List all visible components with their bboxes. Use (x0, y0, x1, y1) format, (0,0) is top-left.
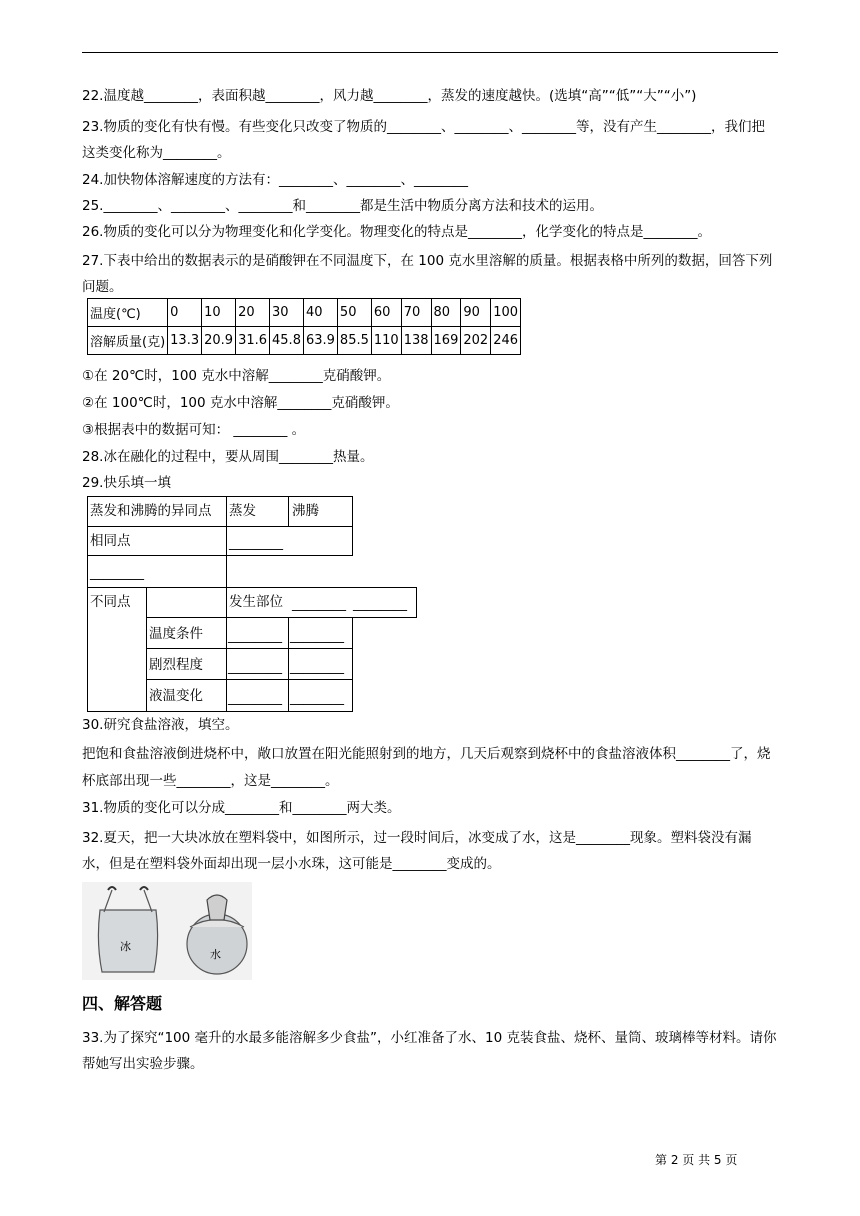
table-cell: 13.3 (168, 327, 202, 355)
table-cell: 85.5 (337, 327, 371, 355)
intensity-label: 剧烈程度 (149, 657, 203, 673)
question-27-1: ①在 20℃时，100 克水中溶解________克硝酸钾。 (82, 368, 391, 384)
table-cell: 10 (202, 299, 236, 327)
table-cell: 50 (337, 299, 371, 327)
table-border (226, 648, 353, 649)
table-cell: 80 (431, 299, 461, 327)
answer-blank: ________ (90, 565, 144, 581)
question-30: 30.研究食盐溶液，填空。 (82, 717, 239, 733)
different-point-label: 不同点 (90, 594, 131, 610)
table-cell: 20 (236, 299, 270, 327)
table-cell: 63.9 (303, 327, 337, 355)
table-cell: 202 (461, 327, 491, 355)
water-label: 水 (210, 948, 221, 961)
answer-blank: ________ (290, 690, 344, 706)
solubility-table (87, 298, 521, 355)
answer-blank: ________ (292, 596, 346, 612)
table-row (88, 299, 521, 327)
liquid-temp-label: 液温变化 (149, 688, 203, 704)
question-33: 33.为了探究“100 毫升的水最多能溶解多少食盐”，小红准备了水、10 克装食盐、烧杯、量筒、玻璃棒等材料。请你帮她写出实验步骤。 (82, 1030, 777, 1072)
table-cell (146, 587, 227, 618)
hand-icon (207, 895, 227, 920)
question-22: 22.温度越________，表面积越________，风力越________，蒸发的速度越快。(选填“高”“低”“大”“小”) (82, 88, 697, 104)
page-number: 第 2 页 共 5 页 (655, 1153, 738, 1167)
answer-blank: ________ (290, 628, 344, 644)
question-32: 32.夏天，把一大块冰放在塑料袋中，如图所示，过一段时间后，冰变成了水，这是________现象。塑料袋没有漏水，但是在塑料袋外面却出现一层小水珠，这可能是________变成的。 (82, 830, 752, 872)
table-row (88, 327, 521, 355)
table-cell: 138 (401, 327, 431, 355)
table-cell: 70 (401, 299, 431, 327)
answer-blank: ________ (353, 596, 407, 612)
header-rule (82, 52, 778, 53)
location-label: 发生部位 (229, 594, 283, 610)
question-29: 29.快乐填一填 (82, 475, 171, 491)
question-28: 28.冰在融化的过程中，要从周围________热量。 (82, 449, 374, 465)
ice-bag-figure (82, 882, 252, 980)
table-border (226, 555, 227, 588)
table-header-label: 蒸发和沸腾的异同点 (90, 503, 212, 519)
table-border (87, 555, 88, 588)
question-27: 27.下表中给出的数据表示的是硝酸钾在不同温度下，在 100 克水里溶解的质量。根据表格中所列的数据，回答下列问题。 (82, 253, 773, 295)
temp-condition-label: 温度条件 (149, 626, 203, 642)
section-title: 四、解答题 (82, 994, 163, 1013)
question-26: 26.物质的变化可以分为物理变化和化学变化。物理变化的特点是________，化学变化的特点是________。 (82, 224, 711, 240)
evaporation-label: 蒸发 (229, 503, 256, 519)
table-cell: 45.8 (270, 327, 304, 355)
table-cell: 0 (168, 299, 202, 327)
ice-label: 冰 (120, 940, 131, 953)
answer-blank: ________ (228, 690, 282, 706)
answer-blank: ________ (229, 535, 283, 551)
question-30-body: 把饱和食盐溶液倒进烧杯中，敞口放置在阳光能照射到的地方，几天后观察到烧杯中的食盐溶液体积________了，烧杯底部出现一些________，这是________。 (82, 746, 771, 789)
table-cell: 溶解质量(克) (88, 327, 168, 355)
question-27-2: ②在 100℃时，100 克水中溶解________克硝酸钾。 (82, 395, 399, 411)
table-cell: 31.6 (236, 327, 270, 355)
table-cell: 246 (491, 327, 521, 355)
same-point-label: 相同点 (90, 533, 131, 549)
question-24: 24.加快物体溶解速度的方法有：________、________、________ (82, 172, 468, 188)
table-cell: 40 (303, 299, 337, 327)
table-cell: 90 (461, 299, 491, 327)
evaporation-boiling-table (87, 496, 417, 712)
question-27-3: ③根据表中的数据可知： ________ 。 (82, 422, 306, 438)
question-25: 25.________、________、________和________都是生活中物质分离方法和技术的运用。 (82, 198, 603, 214)
question-23: 23.物质的变化有快有慢。有些变化只改变了物质的________、________、________等，没有产生________，我们把这类变化称为________。 (82, 119, 765, 161)
table-cell: 110 (371, 327, 401, 355)
table-cell: 20.9 (202, 327, 236, 355)
table-cell: 100 (491, 299, 521, 327)
table-cell: 60 (371, 299, 401, 327)
table-cell: 169 (431, 327, 461, 355)
table-border (226, 679, 353, 680)
answer-blank: ________ (290, 659, 344, 675)
answer-blank: ________ (228, 659, 282, 675)
table-cell: 温度(℃) (88, 299, 168, 327)
boiling-label: 沸腾 (292, 503, 319, 519)
question-31: 31.物质的变化可以分成________和________两大类。 (82, 800, 401, 816)
answer-blank: ________ (228, 628, 282, 644)
table-cell: 30 (270, 299, 304, 327)
